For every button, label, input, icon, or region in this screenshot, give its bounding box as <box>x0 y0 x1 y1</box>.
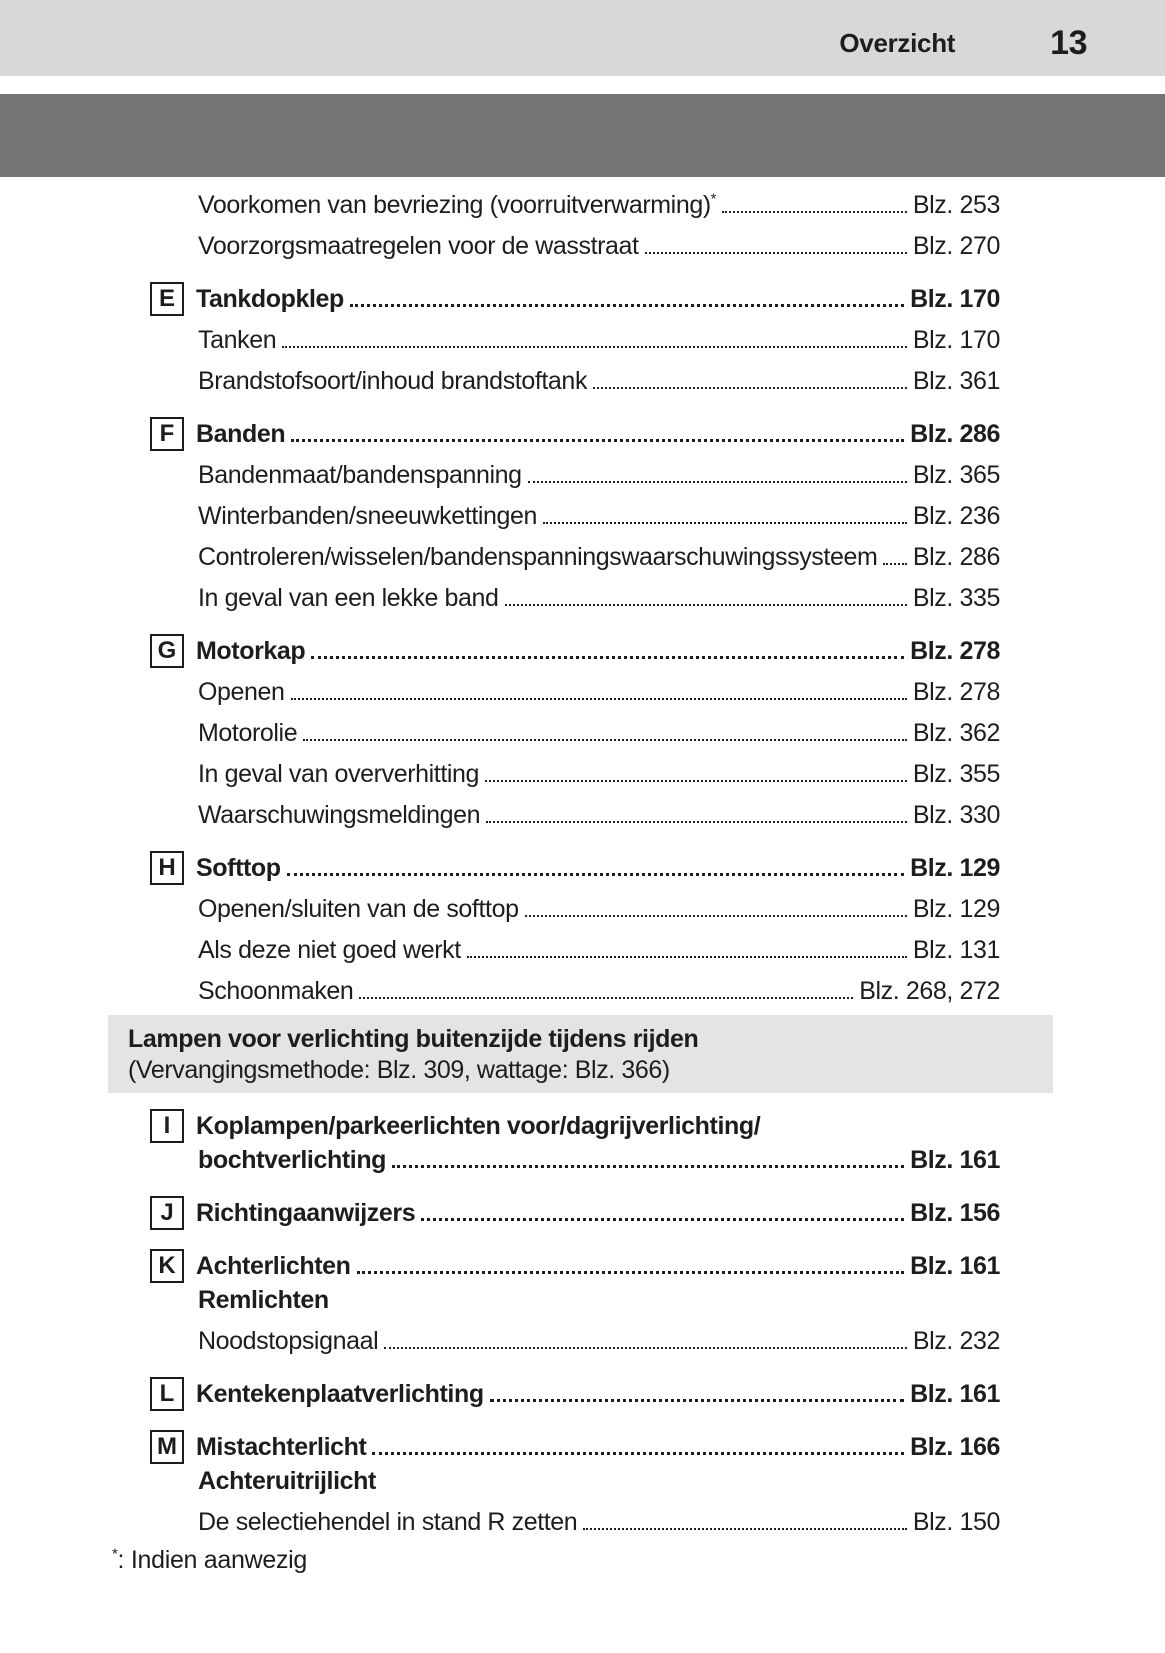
entry-page-ref: Blz. 268, 272 <box>859 977 1000 1005</box>
header-section-title: Overzicht <box>839 27 956 58</box>
toc-entry[interactable] <box>150 225 1000 266</box>
toc-entry[interactable] <box>150 970 1000 1011</box>
entry-label: Koplampen/parkeerlichten voor/dagrijverlichting/ <box>196 1112 761 1140</box>
toc-entry[interactable] <box>150 413 1000 454</box>
entry-page-ref: Blz. 286 <box>910 420 1000 448</box>
entry-label: Openen <box>198 678 285 706</box>
toc-entry[interactable] <box>150 1426 1000 1467</box>
entry-page-ref: Blz. 286 <box>912 543 1000 571</box>
entry-page-ref: Blz. 335 <box>912 584 1000 612</box>
entry-label: Schoonmaken <box>198 977 354 1005</box>
entry-label: In geval van een lekke band <box>198 584 499 612</box>
toc-entry[interactable] <box>150 454 1000 495</box>
entry-page-ref: Blz. 161 <box>910 1252 1000 1280</box>
toc-entry[interactable] <box>150 495 1000 536</box>
entry-label: Als deze niet goed werkt <box>198 936 461 964</box>
entry-label: Mistachterlicht <box>196 1433 367 1461</box>
entry-label: Brandstofsoort/inhoud brandstoftank <box>198 367 588 395</box>
section-letter-badge: E <box>150 282 184 316</box>
entry-label: Noodstopsignaal <box>198 1327 379 1355</box>
toc-entry[interactable] <box>150 712 1000 753</box>
dot-leader <box>543 522 907 524</box>
dot-leader <box>486 821 907 823</box>
section-letter-badge: M <box>150 1430 184 1464</box>
section-letter-badge: H <box>150 851 184 885</box>
header-page-number: 13 <box>1050 23 1087 62</box>
entry-page-ref: Blz. 365 <box>912 461 1000 489</box>
dot-leader <box>467 956 907 958</box>
entry-page-ref: Blz. 236 <box>912 502 1000 530</box>
entry-label: De selectiehendel in stand R zetten <box>198 1508 578 1536</box>
entry-label: Richtingaanwijzers <box>196 1199 416 1227</box>
toc-entry[interactable] <box>150 536 1000 577</box>
toc-content <box>112 184 1000 1575</box>
toc-entry <box>150 1286 1000 1320</box>
toc-entry[interactable] <box>150 577 1000 618</box>
entry-page-ref: Blz. 129 <box>910 854 1000 882</box>
note-banner <box>108 1015 1053 1093</box>
dot-leader <box>282 346 907 348</box>
entry-label: Motorolie <box>198 719 298 747</box>
entry-label: Banden <box>196 420 286 448</box>
chapter-image-band <box>0 94 1165 177</box>
entry-label: In geval van oververhitting <box>198 760 480 788</box>
section-letter-badge: K <box>150 1249 184 1283</box>
dot-leader <box>421 1218 904 1221</box>
toc-entry[interactable] <box>150 1146 1000 1180</box>
toc-entry[interactable] <box>150 319 1000 360</box>
footnote-asterisk: * <box>112 1545 118 1563</box>
toc-entry[interactable] <box>150 360 1000 401</box>
toc-section-lights <box>150 1105 1000 1542</box>
entry-page-ref: Blz. 161 <box>910 1380 1000 1408</box>
dot-leader <box>505 604 907 606</box>
entry-page-ref: Blz. 278 <box>910 637 1000 665</box>
dot-leader <box>883 563 906 565</box>
entry-label: Achterlichten <box>196 1252 351 1280</box>
dot-leader <box>593 387 907 389</box>
toc-entry[interactable] <box>150 753 1000 794</box>
entry-label: Kentekenplaatverlichting <box>196 1380 484 1408</box>
entry-page-ref: Blz. 150 <box>912 1508 1000 1536</box>
toc-section-exterior <box>150 184 1000 1011</box>
note-banner-title: Lampen voor verlichting buitenzijde tijdens rijden <box>128 1025 699 1053</box>
dot-leader <box>372 1452 904 1455</box>
entry-label: Bandenmaat/bandenspanning <box>198 461 522 489</box>
toc-entry[interactable] <box>150 929 1000 970</box>
dot-leader <box>291 698 907 700</box>
toc-entry[interactable] <box>150 888 1000 929</box>
entry-label: Softtop <box>196 854 281 882</box>
footnote <box>112 1546 1000 1575</box>
dot-leader <box>303 739 907 741</box>
dot-leader <box>291 439 904 442</box>
entry-label: Openen/sluiten van de softtop <box>198 895 519 923</box>
footnote-marker: * <box>710 191 717 208</box>
entry-page-ref: Blz. 161 <box>910 1146 1000 1174</box>
section-letter-badge: I <box>150 1109 184 1143</box>
entry-label: Voorzorgsmaatregelen voor de wasstraat <box>198 232 639 260</box>
entry-page-ref: Blz. 129 <box>912 895 1000 923</box>
entry-page-ref: Blz. 330 <box>912 801 1000 829</box>
entry-page-ref: Blz. 278 <box>912 678 1000 706</box>
dot-leader <box>287 873 904 876</box>
entry-page-ref: Blz. 232 <box>912 1327 1000 1355</box>
entry-page-ref: Blz. 361 <box>912 367 1000 395</box>
entry-label: Tankdopklep <box>196 285 344 313</box>
toc-entry <box>150 1105 1000 1146</box>
section-letter-badge: J <box>150 1196 184 1230</box>
dot-leader <box>583 1528 907 1530</box>
dot-leader <box>384 1347 907 1349</box>
section-letter-badge: L <box>150 1377 184 1411</box>
entry-page-ref: Blz. 131 <box>912 936 1000 964</box>
dot-leader <box>357 1271 905 1274</box>
toc-entry <box>150 1467 1000 1501</box>
note-banner-subtitle: (Vervangingsmethode: Blz. 309, wattage: Blz. 366) <box>128 1056 670 1084</box>
dot-leader <box>722 211 907 213</box>
toc-entry[interactable] <box>150 1192 1000 1233</box>
entry-page-ref: Blz. 355 <box>912 760 1000 788</box>
entry-label: Achteruitrijlicht <box>198 1467 376 1495</box>
entry-page-ref: Blz. 270 <box>912 232 1000 260</box>
entry-label: Tanken <box>198 326 277 354</box>
entry-label: Controleren/wisselen/bandenspanningswaarschuwingssysteem <box>198 543 878 571</box>
dot-leader <box>359 997 853 999</box>
entry-label: Motorkap <box>196 637 306 665</box>
dot-leader <box>485 780 907 782</box>
entry-label: Remlichten <box>198 1286 329 1314</box>
dot-leader <box>528 481 907 483</box>
dot-leader <box>311 656 904 659</box>
toc-entry[interactable] <box>150 1320 1000 1361</box>
entry-page-ref: Blz. 170 <box>910 285 1000 313</box>
entry-label: Voorkomen van bevriezing (voorruitverwarming)* <box>198 191 717 219</box>
dot-leader <box>490 1399 904 1402</box>
toc-entry[interactable] <box>150 1245 1000 1286</box>
toc-entry[interactable] <box>150 630 1000 671</box>
entry-page-ref: Blz. 156 <box>910 1199 1000 1227</box>
section-letter-badge: G <box>150 634 184 668</box>
page-header <box>0 0 1165 76</box>
entry-label: bochtverlichting <box>198 1146 387 1174</box>
toc-entry[interactable] <box>150 671 1000 712</box>
dot-leader <box>350 304 904 307</box>
dot-leader <box>525 915 907 917</box>
toc-entry[interactable] <box>150 847 1000 888</box>
footnote-text: : Indien aanwezig <box>117 1546 308 1574</box>
toc-entry[interactable] <box>150 794 1000 835</box>
toc-entry[interactable] <box>150 184 1000 225</box>
entry-page-ref: Blz. 170 <box>912 326 1000 354</box>
section-letter-badge: F <box>150 417 184 451</box>
dot-leader <box>645 252 907 254</box>
entry-page-ref: Blz. 166 <box>910 1433 1000 1461</box>
entry-label: Winterbanden/sneeuwkettingen <box>198 502 538 530</box>
entry-page-ref: Blz. 253 <box>912 191 1000 219</box>
toc-entry[interactable] <box>150 278 1000 319</box>
dot-leader <box>392 1165 904 1168</box>
toc-entry[interactable] <box>150 1373 1000 1414</box>
entry-page-ref: Blz. 362 <box>912 719 1000 747</box>
toc-entry[interactable] <box>150 1501 1000 1542</box>
entry-label: Waarschuwingsmeldingen <box>198 801 481 829</box>
